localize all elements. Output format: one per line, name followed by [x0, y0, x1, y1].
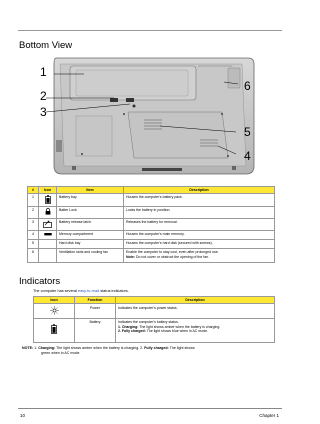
- callout-2: 2: [40, 89, 47, 103]
- table-row: [28, 240, 275, 249]
- table-header-row: [28, 187, 275, 194]
- top-rule: [18, 30, 282, 31]
- row-description: Indicates the computer's battery status.: [118, 320, 179, 325]
- row-item: Battery bay: [57, 194, 124, 207]
- row-description: Releases the battery for removal.: [124, 218, 275, 230]
- power-icon: [50, 306, 59, 315]
- row-description: Houses the computer's battery pack.: [124, 194, 275, 207]
- callout-3: 3: [40, 105, 47, 119]
- col-header-icon: Icon: [39, 187, 57, 194]
- row-description: Houses the computer's main memory.: [124, 231, 275, 240]
- callout-1: 1: [40, 65, 47, 79]
- note-p1: 1.: [34, 346, 39, 350]
- callout-6: 6: [244, 79, 251, 93]
- indicators-table: [33, 296, 275, 343]
- intro-prefix: The computer has several: [33, 289, 78, 293]
- table-header-row: [34, 297, 275, 304]
- section-title: Bottom View: [19, 40, 73, 51]
- item-text: The light shows blue when in AC mode.: [146, 329, 209, 334]
- item-text: The light shows amber when the battery is charging.: [139, 324, 221, 329]
- note-label: Note:: [126, 254, 135, 259]
- chapter-label: Chapter 1: [259, 413, 279, 418]
- row-description: Houses the computer's hard disk (secured with screws).: [124, 240, 275, 249]
- page-number: 10: [20, 413, 26, 418]
- note-charging-label: Charging:: [38, 346, 56, 350]
- note-full-text: The light shows: [168, 346, 195, 350]
- table-row: [28, 249, 275, 263]
- col-header-function: Function: [75, 297, 116, 304]
- table-row: [28, 218, 275, 230]
- note-text: Do not cover or obstruct the opening of the fan.: [135, 254, 210, 259]
- bottom-view-table: [27, 186, 275, 263]
- laptop-bottom-figure: [22, 54, 264, 182]
- table-row: [34, 318, 275, 342]
- callout-5: 5: [244, 125, 251, 139]
- note-full-label: Fully charged:: [144, 346, 169, 350]
- lock-icon: [45, 208, 51, 215]
- row-item: Hard disk bay: [57, 240, 124, 249]
- row-number: 1: [28, 194, 39, 207]
- row-item: Ventilation slots and cooling fan: [57, 249, 124, 263]
- row-description: Indicates the computer's power status.: [116, 304, 275, 319]
- row-number: 3: [28, 218, 39, 230]
- row-number: 4: [28, 231, 39, 240]
- note-line2: green when in AC mode.: [41, 350, 81, 355]
- row-number: 6: [28, 249, 39, 263]
- table-row: [28, 207, 275, 218]
- row-number: 5: [28, 240, 39, 249]
- row-item: Batter Lock: [57, 207, 124, 218]
- col-header-description: Description: [116, 297, 275, 304]
- row-item: Battery release latch: [57, 218, 124, 230]
- row-function: Battery: [75, 318, 116, 342]
- row-description: Enable the computer to stay cool, even after prolonged use.: [126, 250, 219, 255]
- battery-release-icon: [43, 220, 52, 228]
- item-label: 1. Charging:: [118, 324, 139, 329]
- table-row: [28, 194, 275, 207]
- indicators-intro: [33, 289, 129, 293]
- laptop-bottom-illustration: [22, 54, 264, 182]
- table-row: [34, 304, 275, 319]
- row-function: Power: [75, 304, 116, 319]
- table-row: [28, 231, 275, 240]
- item-label: 2. Fully charged:: [118, 329, 146, 334]
- row-description: Locks the battery in position.: [124, 207, 275, 218]
- col-header-description: Description: [124, 187, 275, 194]
- col-header-icon: Icon: [34, 297, 75, 304]
- col-header-item: Item: [57, 187, 124, 194]
- indicators-title: Indicators: [19, 276, 61, 287]
- intro-link[interactable]: easy-to-read: [77, 289, 100, 293]
- note-label: NOTE:: [22, 346, 34, 350]
- memory-icon: [44, 232, 52, 236]
- row-item: Memory compartment: [57, 231, 124, 240]
- note-block: [22, 346, 276, 356]
- callout-4: 4: [244, 149, 251, 163]
- col-header-number: #: [28, 187, 39, 194]
- note-charging-text: The light shows amber when the battery is charging. 2.: [55, 346, 145, 350]
- page-footer: [18, 408, 282, 418]
- battery-icon: [45, 195, 51, 204]
- battery-icon: [51, 324, 57, 334]
- intro-suffix: status indicators.: [99, 289, 129, 293]
- row-number: 2: [28, 207, 39, 218]
